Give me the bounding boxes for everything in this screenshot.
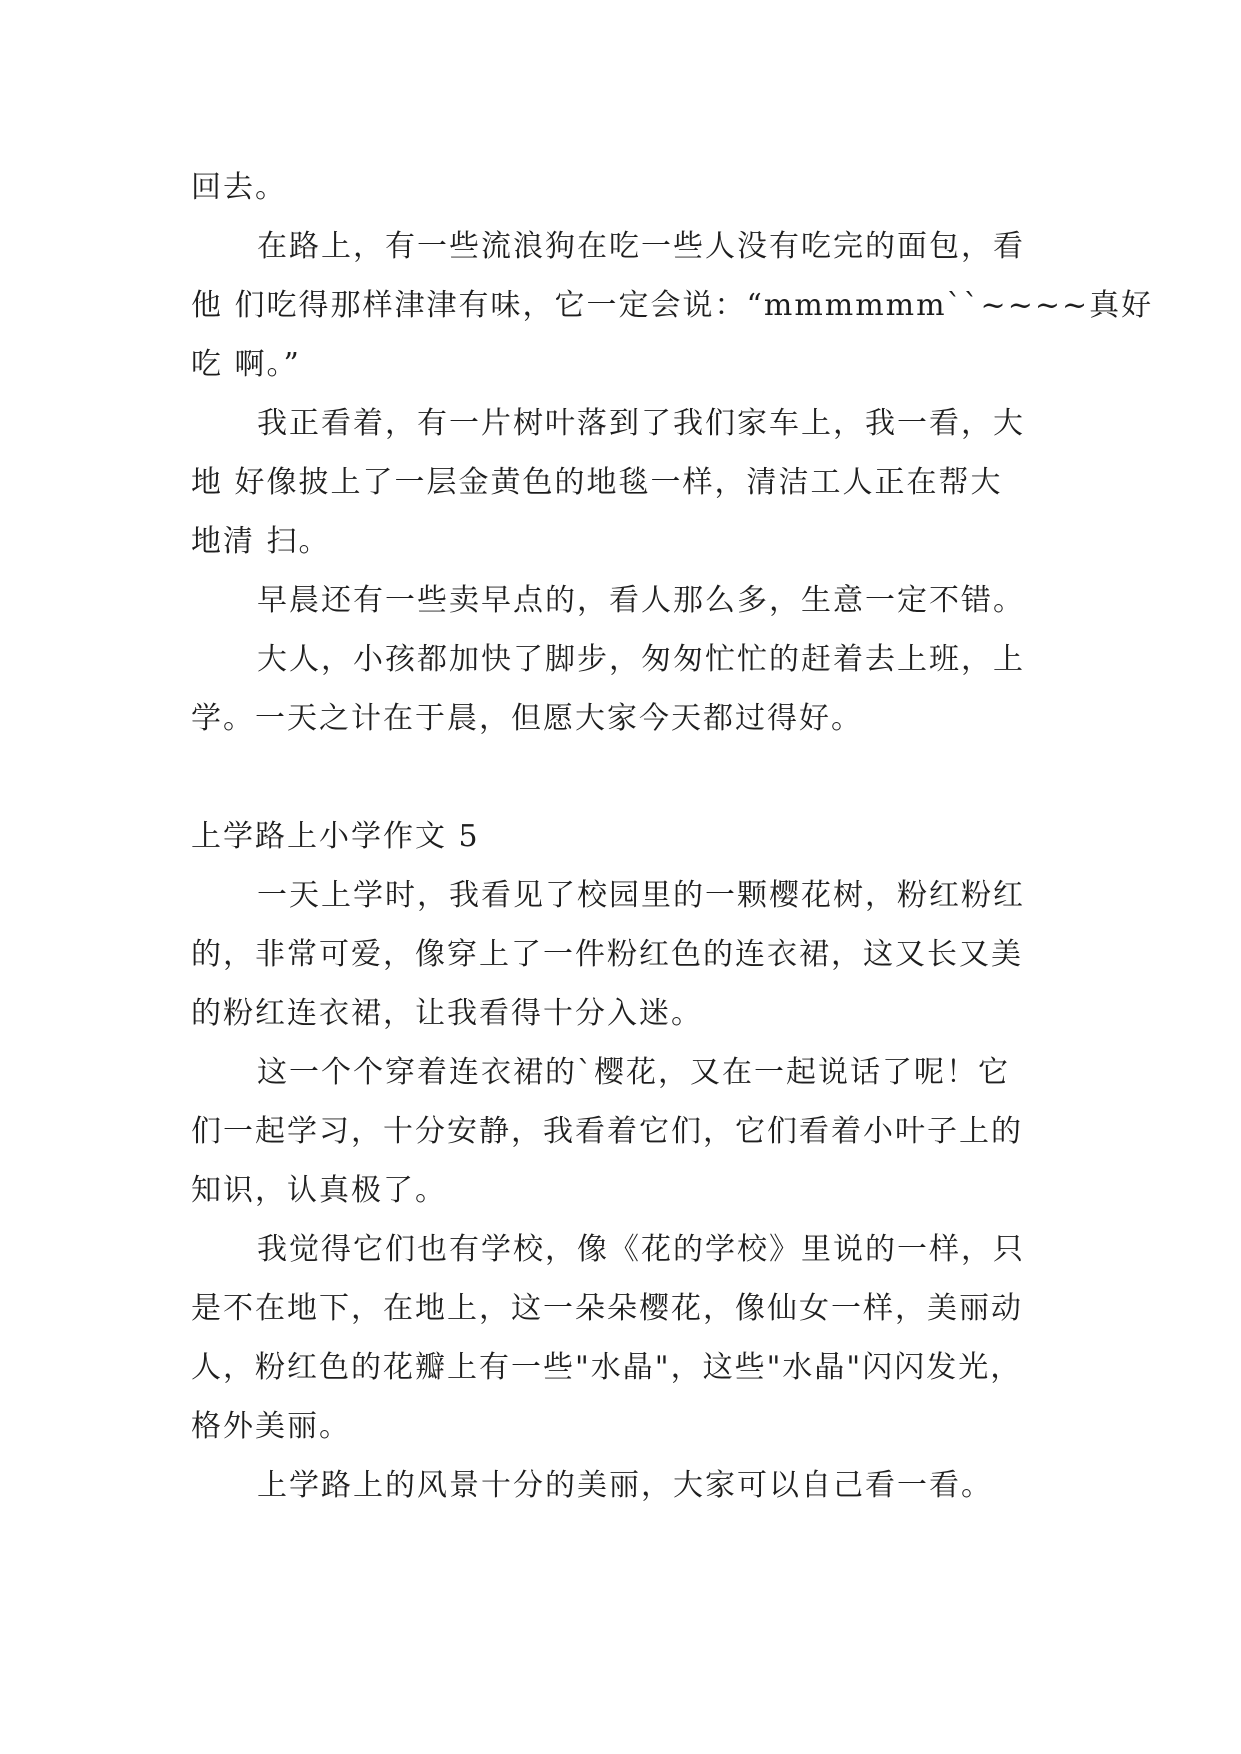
text-line: 地 好像披上了一层金黄色的地毯一样，清洁工人正在帮大 — [191, 465, 1003, 500]
section-gap — [191, 748, 1051, 807]
text-line: 的粉红连衣裙，让我看得十分入迷。 — [191, 996, 703, 1031]
paragraph — [191, 158, 1051, 217]
paragraph — [191, 1220, 1051, 1456]
text-line: 们一起学习，十分安静，我看着它们，它们看着小叶子上的 — [191, 1114, 1023, 1149]
paragraph — [191, 866, 1051, 1043]
text-line: 这一个个穿着连衣裙的`樱花，又在一起说话了呢！它 — [257, 1055, 1010, 1090]
section-title: 上学路上小学作文 5 — [191, 819, 480, 854]
text-line: 人，粉红色的花瓣上有一些"水晶"，这些"水晶"闪闪发光， — [191, 1350, 1023, 1385]
text-line: 知识，认真极了。 — [191, 1173, 447, 1208]
paragraph — [191, 630, 1051, 748]
text-line: 地清 扫。 — [191, 524, 331, 559]
document-body — [191, 158, 1154, 1515]
text-line: 一天上学时，我看见了校园里的一颗樱花树，粉红粉红 — [257, 878, 1025, 913]
paragraph — [191, 1043, 1051, 1220]
text-line: 回去。 — [191, 170, 287, 205]
text-line: 早晨还有一些卖早点的，看人那么多，生意一定不错。 — [257, 583, 1025, 618]
text-line: 学。一天之计在于晨，但愿大家今天都过得好。 — [191, 701, 863, 736]
text-line: 我正看着，有一片树叶落到了我们家车上，我一看，大 — [257, 406, 1025, 441]
paragraph — [191, 1456, 1051, 1515]
paragraph — [191, 217, 1154, 394]
text-line: 吃 啊。” — [191, 347, 301, 382]
text-line: 大人，小孩都加快了脚步，匆匆忙忙的赶着去上班，上 — [257, 642, 1025, 677]
text-line: 在路上，有一些流浪狗在吃一些人没有吃完的面包，看 — [257, 229, 1025, 264]
text-line: 他 们吃得那样津津有味，它一定会说：“mmmmmm``~~~~真好 — [191, 288, 1154, 323]
paragraph — [191, 571, 1051, 630]
paragraph — [191, 394, 1051, 571]
text-line: 上学路上的风景十分的美丽，大家可以自己看一看。 — [257, 1468, 993, 1503]
text-line: 是不在地下，在地上，这一朵朵樱花，像仙女一样，美丽动 — [191, 1291, 1023, 1326]
text-line: 格外美丽。 — [191, 1409, 351, 1444]
text-line: 我觉得它们也有学校，像《花的学校》里说的一样，只 — [257, 1232, 1025, 1267]
text-line: 的，非常可爱，像穿上了一件粉红色的连衣裙，这又长又美 — [191, 937, 1023, 972]
